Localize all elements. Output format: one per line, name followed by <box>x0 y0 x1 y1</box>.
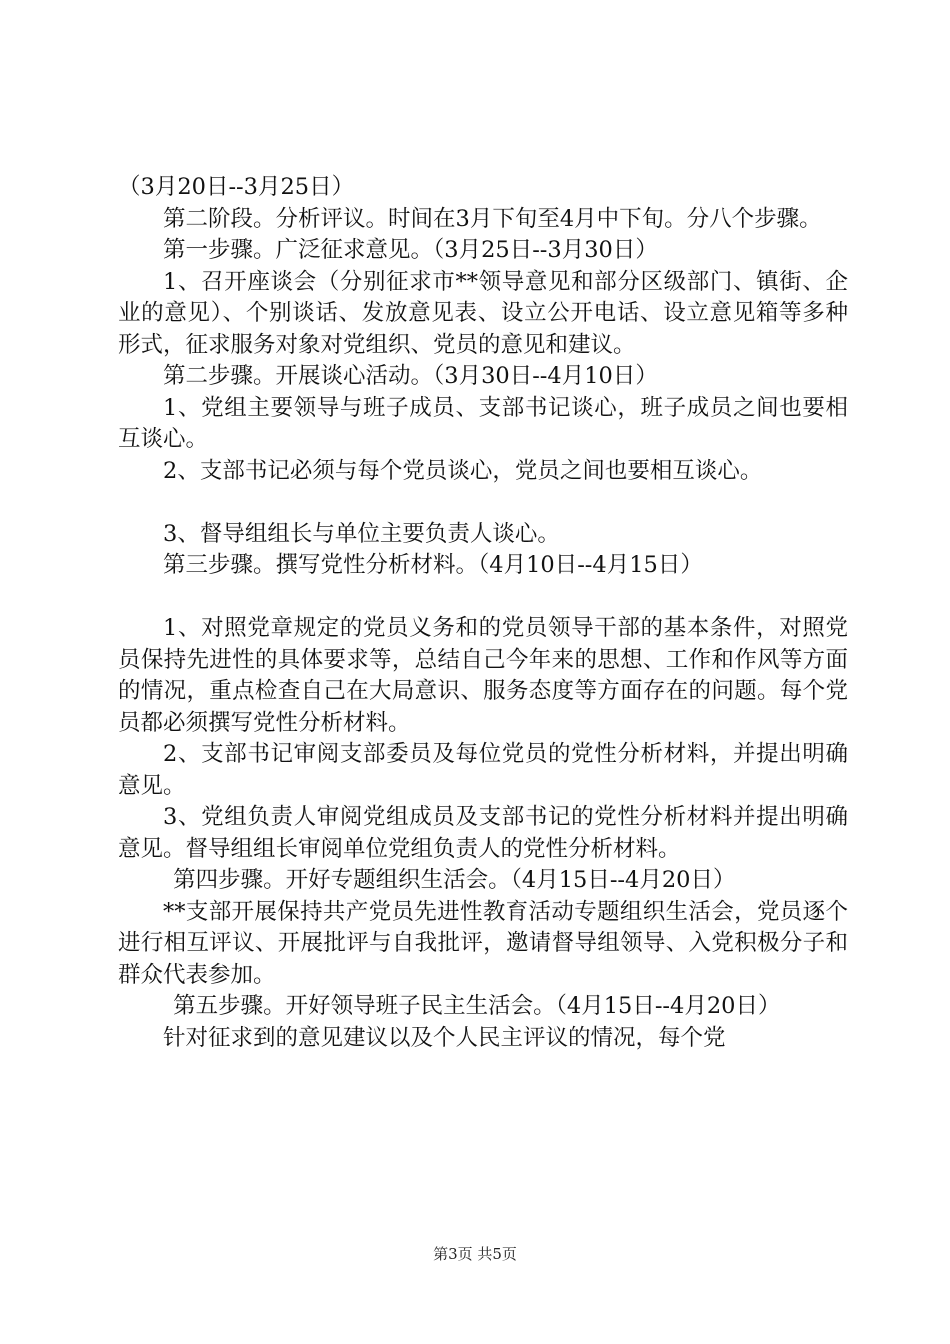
blank-line <box>118 582 848 614</box>
step-five-body: 针对征求到的意见建议以及个人民主评议的情况，每个党 <box>163 1024 726 1051</box>
blank-line <box>118 487 848 519</box>
step-three-item-1: 1、对照党章规定的党员义务和的党员领导干部的基本条件，对照党员保持先进性的具体要求等，总结自己今年来的思想、工作和作风等方面的情况，重点检查自己在大局意识、服务态度等方面存在的问题。每个党员都必须撰写党性分析材料。 <box>118 615 848 736</box>
step-three-item-2: 2、支部书记审阅支部委员及每位党员的党性分析材料，并提出明确意见。 <box>118 741 848 799</box>
step-three-item-3: 3、党组负责人审阅党组成员及支部书记的党性分析材料并提出明确意见。督导组组长审阅单位党组负责人的党性分析材料。 <box>118 804 848 862</box>
step-one-item-1: 1、召开座谈会（分别征求市**领导意见和部分区级部门、镇街、企业的意见）、个别谈话、发放意见表、设立公开电话、设立意见箱等多种形式，征求服务对象对党组织、党员的意见和建议。 <box>118 268 848 358</box>
step-three-heading: 第三步骤。撰写党性分析材料。（4月10日--4月15日） <box>163 552 703 578</box>
date-range-line: （3月20日--3月25日） <box>118 174 355 200</box>
stage-two-heading: 第二阶段。分析评议。时间在3月下旬至4月中下旬。分八个步骤。 <box>163 205 822 232</box>
step-two-item-1: 1、党组主要领导与班子成员、支部书记谈心，班子成员之间也要相互谈心。 <box>118 394 848 452</box>
step-two-item-3: 3、督导组组长与单位主要负责人谈心。 <box>163 520 560 547</box>
step-two-item-2: 2、支部书记必须与每个党员谈心，党员之间也要相互谈心。 <box>163 457 763 484</box>
step-five-heading: 第五步骤。开好领导班子民主生活会。（4月15日--4月20日） <box>173 993 781 1019</box>
step-two-heading: 第二步骤。开展谈心活动。（3月30日--4月10日） <box>163 363 658 389</box>
document-body <box>118 172 848 1054</box>
step-one-heading: 第一步骤。广泛征求意见。（3月25日--3月30日） <box>163 237 658 263</box>
page-footer: 第3页 共5页 <box>433 1245 517 1263</box>
step-four-body: **支部开展保持共产党员先进性教育活动专题组织生活会，党员逐个进行相互评议、开展批评与自我批评，邀请督导组领导、入党积极分子和群众代表参加。 <box>118 898 848 988</box>
step-four-heading: 第四步骤。开好专题组织生活会。（4月15日--4月20日） <box>173 867 736 893</box>
